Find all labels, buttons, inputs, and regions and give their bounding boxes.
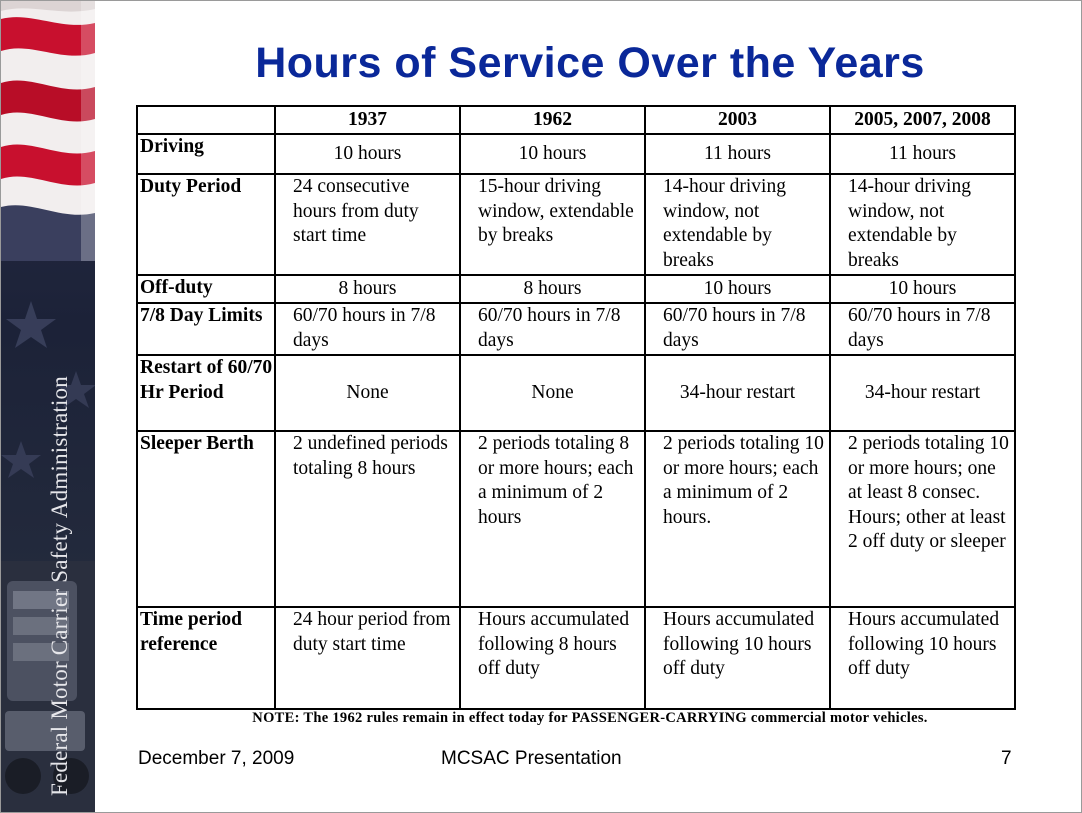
- table-cell: 11 hours: [830, 134, 1015, 174]
- table-cell: Hours accumulated following 10 hours off duty: [830, 607, 1015, 709]
- header-cell-empty: [137, 106, 275, 134]
- table-cell: 34-hour restart: [645, 355, 830, 431]
- agency-name: Federal Motor Carrier Safety Administration: [47, 376, 72, 796]
- table-cell: 34-hour restart: [830, 355, 1015, 431]
- table-row: [137, 174, 1015, 275]
- footer-date: December 7, 2009: [138, 748, 295, 769]
- table-cell: 14-hour driving window, not extendable by breaks: [830, 174, 1015, 275]
- left-banner: [1, 1, 95, 813]
- table-row: [137, 355, 1015, 431]
- table-cell: 2 periods totaling 8 or more hours; each a minimum of 2 hours: [460, 431, 645, 607]
- table-row: [137, 134, 1015, 174]
- table-cell: 15-hour driving window, extendable by breaks: [460, 174, 645, 275]
- table-row: [137, 431, 1015, 607]
- flag-image: [1, 1, 95, 261]
- row-label: Duty Period: [137, 174, 275, 275]
- table-cell: 2 periods totaling 10 or more hours; one at least 8 consec. Hours; other at least 2 off duty or sleeper: [830, 431, 1015, 607]
- table-cell: 10 hours: [645, 275, 830, 303]
- header-cell-2005: 2005, 2007, 2008: [830, 106, 1015, 134]
- row-label: Off-duty: [137, 275, 275, 303]
- table-cell: 10 hours: [830, 275, 1015, 303]
- table-cell: 10 hours: [275, 134, 460, 174]
- table-cell: 60/70 hours in 7/8 days: [645, 303, 830, 355]
- table-row: [137, 275, 1015, 303]
- page-number: 7: [1001, 748, 1012, 769]
- table-header-row: [137, 106, 1015, 134]
- table-cell: None: [275, 355, 460, 431]
- table-cell: Hours accumulated following 10 hours off duty: [645, 607, 830, 709]
- table-cell: 60/70 hours in 7/8 days: [275, 303, 460, 355]
- table-cell: 24 hour period from duty start time: [275, 607, 460, 709]
- table-cell: None: [460, 355, 645, 431]
- table-cell: 2 periods totaling 10 or more hours; each a minimum of 2 hours.: [645, 431, 830, 607]
- hours-of-service-table: [136, 105, 1016, 710]
- table-cell: 14-hour driving window, not extendable by breaks: [645, 174, 830, 275]
- footnote: NOTE: The 1962 rules remain in effect today for PASSENGER-CARRYING commercial motor vehicles.: [252, 710, 928, 726]
- slide-title: Hours of Service Over the Years: [255, 39, 925, 87]
- table-cell: 60/70 hours in 7/8 days: [830, 303, 1015, 355]
- table-cell: 8 hours: [460, 275, 645, 303]
- row-label: Sleeper Berth: [137, 431, 275, 607]
- table-cell: 8 hours: [275, 275, 460, 303]
- row-label: Driving: [137, 134, 275, 174]
- table-row: [137, 303, 1015, 355]
- header-cell-2003: 2003: [645, 106, 830, 134]
- table-cell: 10 hours: [460, 134, 645, 174]
- footer-presentation-name: MCSAC Presentation: [441, 748, 622, 769]
- row-label: 7/8 Day Limits: [137, 303, 275, 355]
- row-label: Restart of 60/70 Hr Period: [137, 355, 275, 431]
- header-cell-1962: 1962: [460, 106, 645, 134]
- table-cell: 11 hours: [645, 134, 830, 174]
- header-cell-1937: 1937: [275, 106, 460, 134]
- table-row: [137, 607, 1015, 709]
- table-cell: 60/70 hours in 7/8 days: [460, 303, 645, 355]
- table-cell: 24 consecutive hours from duty start time: [275, 174, 460, 275]
- table-cell: Hours accumulated following 8 hours off duty: [460, 607, 645, 709]
- table-cell: 2 undefined periods totaling 8 hours: [275, 431, 460, 607]
- row-label: Time period reference: [137, 607, 275, 709]
